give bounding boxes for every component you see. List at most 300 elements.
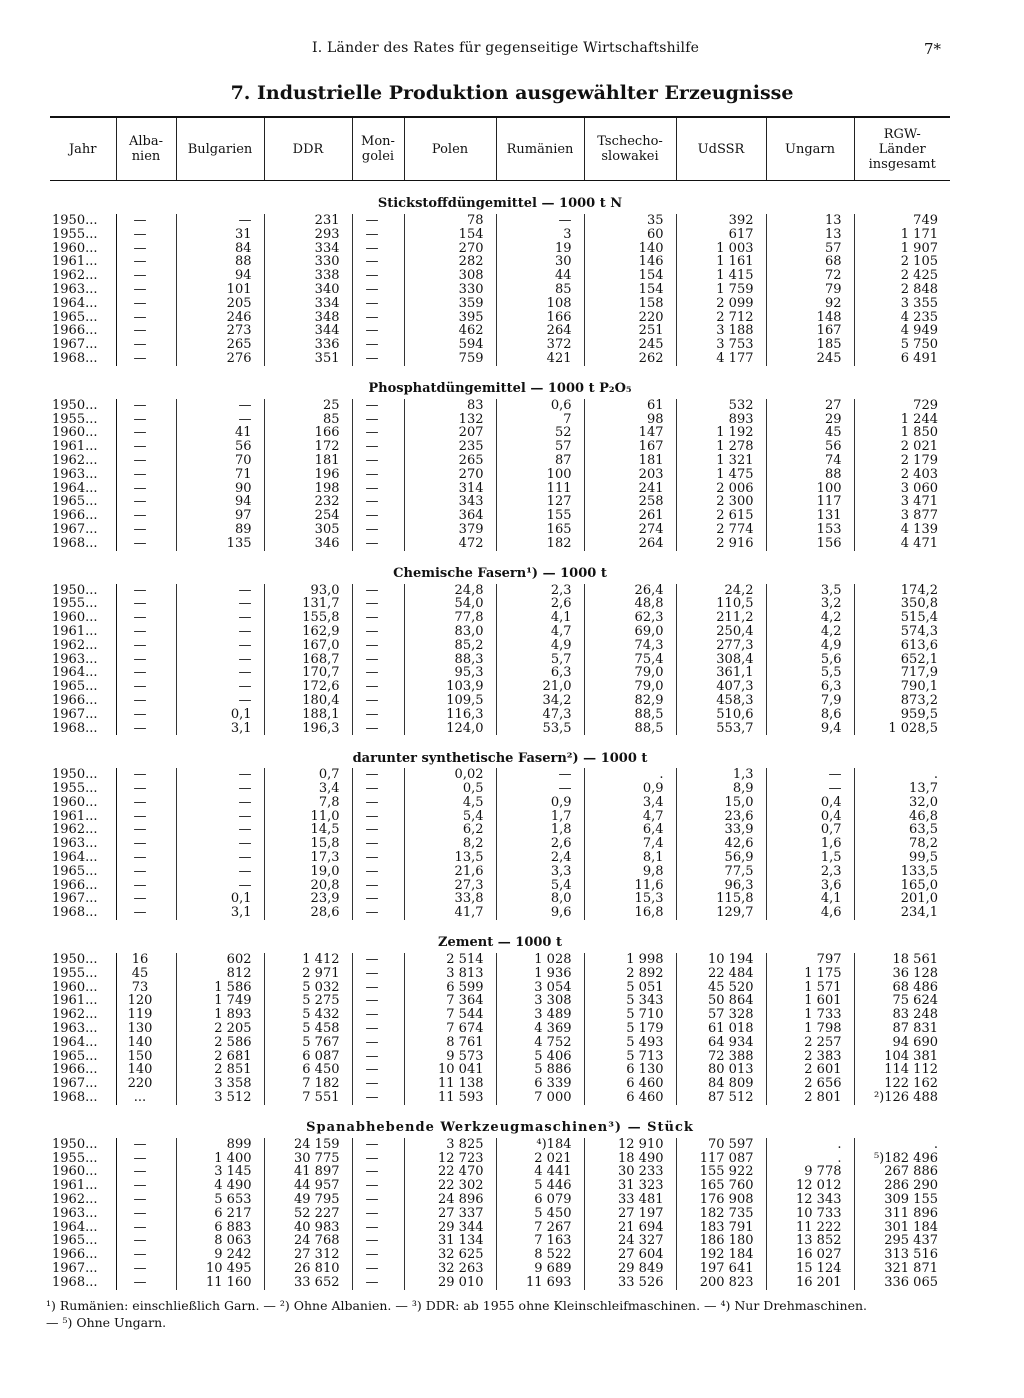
- value-cell: —: [352, 468, 404, 482]
- value-cell: 0,9: [584, 782, 676, 796]
- value-cell: —: [352, 967, 404, 981]
- value-cell: 330: [404, 283, 496, 297]
- table-row: [50, 269, 950, 283]
- value-cell: —: [116, 680, 176, 694]
- value-cell: 78: [404, 214, 496, 228]
- value-cell: 241: [584, 482, 676, 496]
- value-cell: 135: [176, 537, 264, 551]
- value-cell: 2,6: [496, 597, 584, 611]
- value-cell: 27: [766, 399, 854, 413]
- value-cell: —: [352, 1193, 404, 1207]
- value-cell: 174,2: [900, 583, 938, 598]
- value-cell: 57: [766, 242, 854, 256]
- value-cell: 56: [176, 440, 264, 454]
- value-cell: 270: [404, 468, 496, 482]
- value-cell: 41,7: [404, 906, 496, 920]
- table-row: [50, 1022, 950, 1036]
- value-cell: 203: [584, 468, 676, 482]
- value-cell: 5 343: [584, 994, 676, 1008]
- value-cell: 2 099: [676, 297, 766, 311]
- value-cell: 30 775: [264, 1152, 352, 1166]
- value-cell: —: [352, 584, 404, 598]
- value-cell: 458,3: [676, 694, 766, 708]
- value-cell: 265: [404, 454, 496, 468]
- value-cell: 602: [176, 953, 264, 967]
- year-cell: 1963...: [50, 468, 116, 482]
- value-cell: 2 601: [766, 1063, 854, 1077]
- value-cell: 9 778: [766, 1165, 854, 1179]
- value-cell: 2 257: [766, 1036, 854, 1050]
- col-albanien: Alba- nien: [116, 117, 176, 181]
- value-cell: 270: [404, 242, 496, 256]
- value-cell: 19,0: [264, 865, 352, 879]
- year-cell: 1962...: [50, 1008, 116, 1022]
- value-cell: 15,3: [584, 892, 676, 906]
- value-cell: 251: [584, 324, 676, 338]
- value-cell: 29 849: [584, 1262, 676, 1276]
- value-cell: 4 369: [496, 1022, 584, 1036]
- value-cell: —: [352, 1008, 404, 1022]
- value-cell: —: [176, 584, 264, 598]
- value-cell: 180,4: [264, 694, 352, 708]
- value-cell: —: [352, 1091, 404, 1105]
- value-cell: 22 484: [676, 967, 766, 981]
- value-cell: 790,1: [900, 680, 938, 694]
- value-cell: 1 321: [676, 454, 766, 468]
- value-cell: —: [116, 1165, 176, 1179]
- value-cell: —: [116, 851, 176, 865]
- value-cell: —: [116, 269, 176, 283]
- value-cell: 5,6: [766, 653, 854, 667]
- value-cell: 33 652: [264, 1276, 352, 1290]
- table-row: [50, 1262, 950, 1276]
- value-cell: —: [176, 782, 264, 796]
- value-cell: 24 159: [264, 1138, 352, 1152]
- value-cell: 25: [264, 399, 352, 413]
- value-cell: 3,6: [766, 879, 854, 893]
- value-cell: —: [496, 768, 584, 782]
- value-cell: —: [352, 680, 404, 694]
- year-cell: 1961...: [50, 255, 116, 269]
- value-cell: 265: [176, 338, 264, 352]
- value-cell: 150: [116, 1050, 176, 1064]
- table-row: [50, 639, 950, 653]
- value-cell: 100: [496, 468, 584, 482]
- table-row: [50, 1179, 950, 1193]
- value-cell: 336 065: [884, 1275, 938, 1290]
- value-cell: 166: [496, 311, 584, 325]
- value-cell: 116,3: [404, 708, 496, 722]
- value-cell: 45: [766, 426, 854, 440]
- value-cell: —: [116, 352, 176, 366]
- value-cell: 2 774: [676, 523, 766, 537]
- table-row: [50, 426, 950, 440]
- year-cell: 1965...: [50, 865, 116, 879]
- col-mongolei: Mon- golei: [352, 117, 404, 181]
- value-cell: 207: [404, 426, 496, 440]
- value-cell: —: [352, 708, 404, 722]
- value-cell: 5 051: [584, 981, 676, 995]
- section-header: [50, 735, 950, 768]
- value-cell: —: [176, 768, 264, 782]
- value-cell: 1 161: [676, 255, 766, 269]
- value-cell: 3,1: [176, 722, 264, 736]
- value-cell: 1 400: [176, 1152, 264, 1166]
- value-cell: 273: [176, 324, 264, 338]
- year-cell: 1960...: [50, 426, 116, 440]
- value-cell: —: [352, 768, 404, 782]
- value-cell: 29 010: [404, 1276, 496, 1290]
- value-cell: 24 896: [404, 1193, 496, 1207]
- year-cell: 1967...: [50, 1077, 116, 1091]
- value-cell: 4 752: [496, 1036, 584, 1050]
- year-cell: 1967...: [50, 523, 116, 537]
- table-row: [50, 1165, 950, 1179]
- table-row: [50, 1276, 950, 1290]
- value-cell: 264: [584, 537, 676, 551]
- value-cell: 262: [584, 352, 676, 366]
- value-cell: —: [116, 468, 176, 482]
- year-cell: 1968...: [50, 537, 116, 551]
- value-cell: 35: [584, 214, 676, 228]
- table-row: [50, 509, 950, 523]
- value-cell: —: [116, 214, 176, 228]
- header-row: [50, 117, 950, 181]
- value-cell: 10 041: [404, 1063, 496, 1077]
- table-row: [50, 796, 950, 810]
- value-cell: 1 475: [676, 468, 766, 482]
- value-cell: —: [176, 639, 264, 653]
- value-cell: 3: [496, 228, 584, 242]
- value-cell: 308,4: [676, 653, 766, 667]
- table-row: [50, 537, 950, 551]
- value-cell: 61 018: [676, 1022, 766, 1036]
- value-cell: —: [116, 722, 176, 736]
- value-cell: 21 694: [584, 1221, 676, 1235]
- value-cell: 5 458: [264, 1022, 352, 1036]
- value-cell: —: [116, 1193, 176, 1207]
- value-cell: 87: [496, 454, 584, 468]
- table-title: 7. Industrielle Produktion ausgewählter Erzeugnisse: [230, 82, 794, 104]
- col-rgw: RGW- Länder insgesamt: [854, 117, 950, 181]
- value-cell: 343: [404, 495, 496, 509]
- value-cell: —: [352, 228, 404, 242]
- value-cell: —: [352, 1179, 404, 1193]
- value-cell: 74: [766, 454, 854, 468]
- table-row: [50, 1036, 950, 1050]
- value-cell: 1 278: [676, 440, 766, 454]
- value-cell: —: [116, 708, 176, 722]
- value-cell: 338: [264, 269, 352, 283]
- value-cell: 94 690: [892, 1035, 938, 1050]
- year-cell: 1961...: [50, 440, 116, 454]
- year-cell: 1966...: [50, 324, 116, 338]
- value-cell: 3 054: [496, 981, 584, 995]
- value-cell: —: [116, 1234, 176, 1248]
- value-cell: —: [352, 1248, 404, 1262]
- value-cell: 201,0: [900, 892, 938, 907]
- value-cell: 0,1: [176, 708, 264, 722]
- value-cell: —: [116, 495, 176, 509]
- value-cell: 24,2: [676, 584, 766, 598]
- value-cell: 4 490: [176, 1179, 264, 1193]
- value-cell: 10 194: [676, 953, 766, 967]
- value-cell: —: [352, 837, 404, 851]
- value-cell: 1 028,5: [888, 721, 938, 736]
- value-cell: 154: [584, 283, 676, 297]
- year-cell: 1960...: [50, 1165, 116, 1179]
- table-row: [50, 1050, 950, 1064]
- value-cell: 131,7: [264, 597, 352, 611]
- year-cell: 1950...: [50, 214, 116, 228]
- value-cell: —: [176, 796, 264, 810]
- value-cell: 2,3: [496, 584, 584, 598]
- value-cell: 10 733: [766, 1207, 854, 1221]
- value-cell: 16,8: [584, 906, 676, 920]
- value-cell: 3 188: [676, 324, 766, 338]
- table-row: [50, 1207, 950, 1221]
- year-cell: 1960...: [50, 981, 116, 995]
- value-cell: 22 470: [404, 1165, 496, 1179]
- value-cell: 85,2: [404, 639, 496, 653]
- value-cell: 0,7: [264, 768, 352, 782]
- value-cell: —: [352, 1036, 404, 1050]
- value-cell: 170,7: [264, 666, 352, 680]
- value-cell: 176 908: [676, 1193, 766, 1207]
- year-cell: 1961...: [50, 1179, 116, 1193]
- value-cell: 205: [176, 297, 264, 311]
- value-cell: 1 907: [900, 241, 938, 256]
- value-cell: 3,4: [584, 796, 676, 810]
- value-cell: ...: [116, 1091, 176, 1105]
- value-cell: 162,9: [264, 625, 352, 639]
- value-cell: —: [116, 694, 176, 708]
- value-cell: —: [352, 214, 404, 228]
- value-cell: 32,0: [909, 795, 938, 810]
- value-cell: 78,2: [909, 837, 938, 852]
- value-cell: ⁵)182 496: [873, 1151, 938, 1166]
- value-cell: 6 599: [404, 981, 496, 995]
- value-cell: —: [352, 1234, 404, 1248]
- value-cell: —: [352, 1276, 404, 1290]
- value-cell: 11 693: [496, 1276, 584, 1290]
- col-rumaenien: Rumänien: [496, 117, 584, 181]
- value-cell: 9 242: [176, 1248, 264, 1262]
- value-cell: 5,5: [766, 666, 854, 680]
- value-cell: 69,0: [584, 625, 676, 639]
- value-cell: —: [352, 694, 404, 708]
- value-cell: 122 162: [884, 1077, 938, 1092]
- value-cell: 79,0: [584, 680, 676, 694]
- value-cell: 10 495: [176, 1262, 264, 1276]
- value-cell: 232: [264, 495, 352, 509]
- value-cell: 71: [176, 468, 264, 482]
- value-cell: 9,8: [584, 865, 676, 879]
- value-cell: 3 145: [176, 1165, 264, 1179]
- value-cell: 0,02: [404, 768, 496, 782]
- value-cell: 26,4: [584, 584, 676, 598]
- value-cell: 5 767: [264, 1036, 352, 1050]
- table-row: [50, 311, 950, 325]
- value-cell: —: [116, 639, 176, 653]
- value-cell: 83: [404, 399, 496, 413]
- value-cell: 8,2: [404, 837, 496, 851]
- value-cell: 6 491: [900, 351, 938, 366]
- value-cell: 154: [404, 228, 496, 242]
- value-cell: 12 343: [766, 1193, 854, 1207]
- value-cell: 21,6: [404, 865, 496, 879]
- value-cell: —: [116, 537, 176, 551]
- value-cell: 11,0: [264, 810, 352, 824]
- footnote-line: — ⁵) Ohne Ungarn.: [46, 1315, 167, 1330]
- value-cell: 0,7: [766, 823, 854, 837]
- value-cell: —: [116, 1138, 176, 1152]
- value-cell: 3,1: [176, 906, 264, 920]
- year-cell: 1966...: [50, 694, 116, 708]
- value-cell: 13,5: [404, 851, 496, 865]
- value-cell: 99,5: [909, 851, 938, 865]
- section-title: Stickstoffdüngemittel — 1000 t N: [377, 196, 623, 212]
- value-cell: 3 825: [404, 1138, 496, 1152]
- value-cell: 8 761: [404, 1036, 496, 1050]
- table-row: [50, 837, 950, 851]
- value-cell: 4,7: [584, 810, 676, 824]
- value-cell: —: [352, 495, 404, 509]
- value-cell: 245: [766, 352, 854, 366]
- value-cell: 407,3: [676, 680, 766, 694]
- value-cell: 155: [496, 509, 584, 523]
- footnotes: [46, 1297, 966, 1331]
- value-cell: 53,5: [496, 722, 584, 736]
- value-cell: 295 437: [884, 1234, 938, 1249]
- value-cell: 510,6: [676, 708, 766, 722]
- value-cell: 3 355: [900, 296, 938, 311]
- value-cell: 4 235: [900, 310, 938, 325]
- value-cell: —: [352, 426, 404, 440]
- value-cell: 893: [676, 413, 766, 427]
- value-cell: 392: [676, 214, 766, 228]
- value-cell: 13,7: [909, 782, 938, 796]
- value-cell: —: [352, 906, 404, 920]
- value-cell: 246: [176, 311, 264, 325]
- value-cell: 2,6: [496, 837, 584, 851]
- value-cell: 2,4: [496, 851, 584, 865]
- running-head: I. Länder des Rates für gegenseitige Wirtschaftshilfe: [312, 40, 700, 56]
- value-cell: 124,0: [404, 722, 496, 736]
- value-cell: 346: [264, 537, 352, 551]
- value-cell: —: [176, 413, 264, 427]
- value-cell: 1 893: [176, 1008, 264, 1022]
- value-cell: 8,1: [584, 851, 676, 865]
- value-cell: 15,0: [676, 796, 766, 810]
- value-cell: 3 753: [676, 338, 766, 352]
- year-cell: 1967...: [50, 338, 116, 352]
- value-cell: 1 415: [676, 269, 766, 283]
- value-cell: 181: [584, 454, 676, 468]
- year-cell: 1962...: [50, 823, 116, 837]
- table-row: [50, 440, 950, 454]
- value-cell: 1 244: [900, 412, 938, 427]
- value-cell: 42,6: [676, 837, 766, 851]
- table-row: [50, 851, 950, 865]
- value-cell: —: [116, 1207, 176, 1221]
- value-cell: 254: [264, 509, 352, 523]
- value-cell: 46,8: [909, 809, 938, 824]
- value-cell: 23,9: [264, 892, 352, 906]
- value-cell: 245: [584, 338, 676, 352]
- table-row: [50, 768, 950, 782]
- value-cell: 350,8: [900, 597, 938, 612]
- value-cell: —: [116, 324, 176, 338]
- year-cell: 1965...: [50, 680, 116, 694]
- value-cell: —: [116, 1221, 176, 1235]
- year-cell: 1964...: [50, 1036, 116, 1050]
- value-cell: 127: [496, 495, 584, 509]
- value-cell: 7 182: [264, 1077, 352, 1091]
- value-cell: 181: [264, 454, 352, 468]
- year-cell: 1950...: [50, 399, 116, 413]
- value-cell: 1 798: [766, 1022, 854, 1036]
- year-cell: 1964...: [50, 1221, 116, 1235]
- value-cell: 4,9: [496, 639, 584, 653]
- table-row: [50, 666, 950, 680]
- value-cell: 5 710: [584, 1008, 676, 1022]
- value-cell: 16 027: [766, 1248, 854, 1262]
- value-cell: —: [116, 810, 176, 824]
- value-cell: 617: [676, 228, 766, 242]
- table-row: [50, 214, 950, 228]
- value-cell: 1,3: [676, 768, 766, 782]
- value-cell: 2 615: [676, 509, 766, 523]
- value-cell: 7 267: [496, 1221, 584, 1235]
- table-row: [50, 454, 950, 468]
- table-row: [50, 482, 950, 496]
- value-cell: 2 916: [676, 537, 766, 551]
- value-cell: 515,4: [900, 611, 938, 625]
- year-cell: 1960...: [50, 796, 116, 810]
- value-cell: 63,5: [909, 823, 938, 838]
- value-cell: 3 813: [404, 967, 496, 981]
- value-cell: 196: [264, 468, 352, 482]
- value-cell: 119: [116, 1008, 176, 1022]
- value-cell: 4,1: [496, 611, 584, 625]
- value-cell: 3 471: [900, 495, 938, 510]
- value-cell: 158: [584, 297, 676, 311]
- year-cell: 1966...: [50, 1248, 116, 1262]
- value-cell: —: [352, 338, 404, 352]
- table-row: [50, 879, 950, 893]
- value-cell: —: [176, 879, 264, 893]
- value-cell: 153: [766, 523, 854, 537]
- value-cell: 1 601: [766, 994, 854, 1008]
- value-cell: 0,5: [404, 782, 496, 796]
- value-cell: 73: [116, 981, 176, 995]
- value-cell: 553,7: [676, 722, 766, 736]
- value-cell: 613,6: [900, 638, 938, 653]
- value-cell: 4,7: [496, 625, 584, 639]
- value-cell: 79,0: [584, 666, 676, 680]
- value-cell: 28,6: [264, 906, 352, 920]
- value-cell: ²)126 488: [873, 1091, 938, 1105]
- value-cell: —: [176, 653, 264, 667]
- value-cell: 33,9: [676, 823, 766, 837]
- value-cell: 1 571: [766, 981, 854, 995]
- value-cell: .: [584, 768, 676, 782]
- value-cell: 56,9: [676, 851, 766, 865]
- value-cell: 5 406: [496, 1050, 584, 1064]
- value-cell: 84: [176, 242, 264, 256]
- value-cell: 49 795: [264, 1193, 352, 1207]
